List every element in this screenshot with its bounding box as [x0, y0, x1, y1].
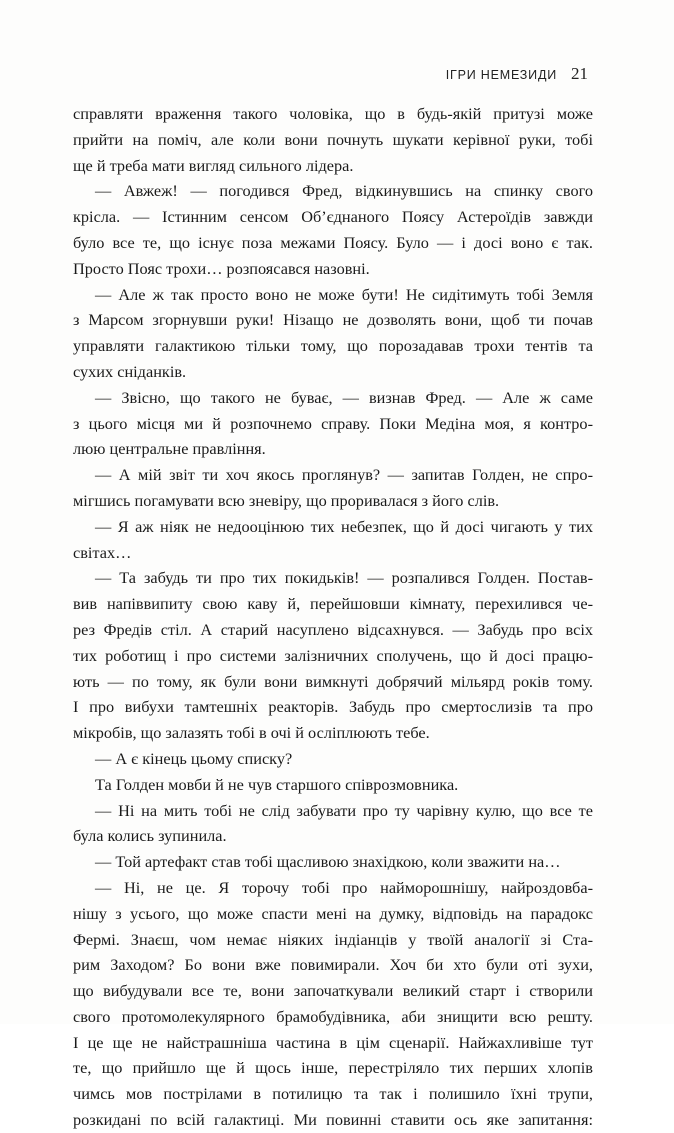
text-line: була колись зупинила.: [73, 826, 227, 846]
text-line: мікробів, що залазять тобі в очі й осліплюють тебе.: [73, 723, 430, 743]
text-line: — Той артефакт став тобі щасливою знахідкою, коли зважити на…: [95, 852, 561, 872]
text-line: справляти враження такого чоловіка, що в будь-якій притузі може: [73, 104, 593, 123]
text-line: — Я аж ніяк не недооцінюю тих небезпек, що й досі чигають у тих: [95, 516, 593, 536]
text-line: — А мій звіт ти хоч якось проглянув? — запитав Голден, не спро-: [95, 465, 593, 485]
text-line: — Звісно, що такого не буває, — визнав Фред. — Але ж саме: [95, 387, 593, 407]
text-line: Фермі. Знаєш, чом немає ніяких індіанців у твоїй аналогії зі Ста-: [73, 929, 593, 949]
text-line: нішу з усього, що може спасти мені на думку, відповідь на парадокс: [73, 903, 593, 923]
text-line: управляти галактикою тільки тому, що порозадавав трохи тентів та: [73, 336, 593, 356]
page-number: 21: [571, 64, 588, 83]
text-line: прийти на поміч, але коли вони почнуть шукати керівної руки, тобі: [73, 129, 593, 149]
text-line: сухих сніданків.: [73, 361, 187, 381]
text-line: з цього місця ми й розпочнемо справу. Поки Медіна моя, я контро-: [73, 413, 593, 433]
running-head-title: ІГРИ НЕМЕЗИДИ: [445, 68, 557, 82]
text-line: — Ні, не це. Я торочу тобі про найморошнішу, найроздовба-: [95, 877, 593, 897]
text-line: з Марсом згорнувши руки! Нізащо не дозволять вони, щоб ти почав: [73, 310, 593, 330]
text-line: мігшись погамувати всю зневіру, що проривалася з його слів.: [73, 490, 500, 510]
running-head: [446, 64, 588, 84]
text-line: чимсь мов пострілами в потилицю та так і полишило їхні трупи,: [73, 1084, 593, 1104]
text-line: тих роботищ і про системи залізничних сполучень, що й досі працю-: [73, 645, 593, 665]
body-text: [73, 101, 593, 1133]
text-line: Просто Пояс трохи… розпоясався назовні.: [73, 258, 370, 278]
text-line: розкидані по всій галактиці. Ми повинні ставити ось яке запитання:: [73, 1110, 593, 1130]
text-line: люю центральне правління.: [73, 439, 266, 459]
text-line: було все те, що існує поза межами Поясу. Було — і досі воно є так.: [73, 232, 593, 252]
text-line: те, що прийшло ще й щось інше, перестріляло тих перших хлопів: [73, 1058, 593, 1078]
text-line: світах…: [73, 542, 132, 562]
text-line: І це ще не найстрашніша частина в цім сценарії. Найжахливіше тут: [73, 1032, 593, 1052]
text-line: свого протомолекулярного брамобудівника, аби знищити всю решту.: [73, 1006, 593, 1026]
text-line: — Але ж так просто воно не може бути! Не сидітимуть тобі Земля: [95, 284, 593, 304]
text-line: що вибудували все те, вони започаткували великий старт і створили: [73, 981, 593, 1001]
text-line: ще й треба мати вигляд сильного лідера.: [73, 155, 354, 175]
text-line: І про вибухи тамтешніх реакторів. Забудь про смертослизів та про: [73, 697, 593, 717]
text-line: вив напіввипиту свою каву й, перейшовши кімнату, перехилився че-: [73, 594, 593, 614]
text-line: — А є кінець цьому списку?: [95, 748, 293, 768]
text-line: — Та забудь ти про тих покидьків! — розпалився Голден. Постав-: [95, 568, 593, 588]
text-line: — Авжеж! — погодився Фред, відкинувшись на спинку свого: [95, 181, 593, 201]
text-line: рим Заходом? Бо вони вже повимирали. Хоч би хто були оті зухи,: [73, 955, 593, 975]
text-line: ють — по тому, як були вони вимкнуті добрячий мільярд років тому.: [73, 671, 593, 691]
text-line: рез Фредів стіл. А старий насуплено відсахнувся. — Забудь про всіх: [73, 619, 593, 639]
text-line: крісла. — Істинним сенсом Об’єднаного Поясу Астероїдів завжди: [73, 207, 593, 227]
text-line: — Ні на мить тобі не слід забувати про ту чарівну кулю, що все те: [95, 800, 593, 820]
text-line: Та Голден мовби й не чув старшого співрозмовника.: [95, 774, 459, 794]
